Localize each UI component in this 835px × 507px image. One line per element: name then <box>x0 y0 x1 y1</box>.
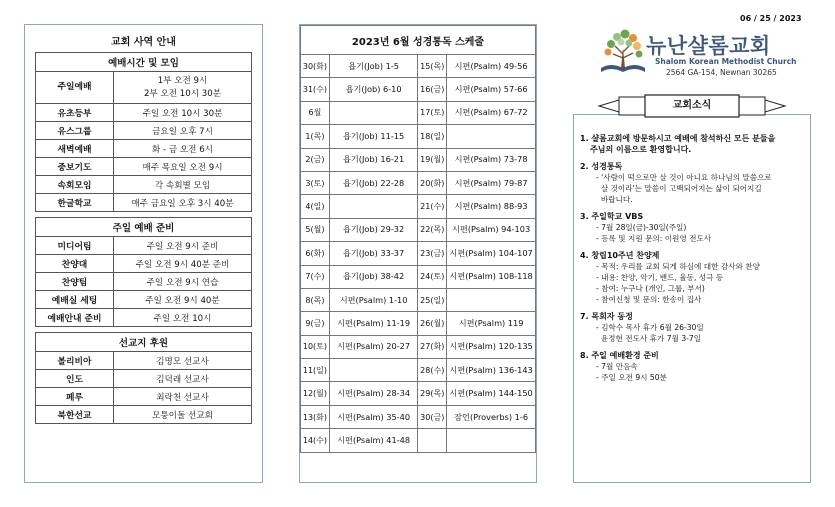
schedule-reading: 욥기(Job) 22-28 <box>329 171 417 194</box>
schedule-reading <box>329 101 417 124</box>
schedule-day: 15(목) <box>418 55 447 78</box>
row-value: 김덕래 선교사 <box>114 370 252 388</box>
church-name: 뉴난샬롬교회 <box>646 34 771 58</box>
schedule-day: 25(일) <box>418 288 447 311</box>
news-item <box>580 133 804 155</box>
table-row <box>36 176 252 194</box>
table-row <box>301 55 536 78</box>
schedule-day: 16(금) <box>418 78 447 101</box>
table-row <box>36 406 252 424</box>
news-item-heading: 4. 창립10주년 찬양제 <box>580 251 660 260</box>
schedule-reading: 시편(Psalm) 79-87 <box>447 171 536 194</box>
schedule-reading: 시편(Psalm) 108-118 <box>447 265 536 288</box>
worship-table <box>35 52 252 212</box>
table-row <box>36 255 252 273</box>
schedule-day: 6(화) <box>301 242 330 265</box>
schedule-day: 19(월) <box>418 148 447 171</box>
row-label: 찬양대 <box>36 255 114 273</box>
table-row <box>36 104 252 122</box>
news-item <box>580 311 804 344</box>
news-list <box>580 133 804 383</box>
table-row <box>36 291 252 309</box>
table-row <box>36 352 252 370</box>
news-item <box>580 250 804 305</box>
news-item-detail: - 등록 및 지원 문의: 이원영 전도사 <box>596 234 712 243</box>
schedule-reading <box>447 288 536 311</box>
row-label: 주일예배 <box>36 72 114 104</box>
schedule-day <box>418 429 447 452</box>
schedule-day: 8(목) <box>301 288 330 311</box>
schedule-reading <box>329 195 417 218</box>
table-row <box>36 273 252 291</box>
bible-reading-table <box>300 25 536 453</box>
schedule-reading: 시편(Psalm) 104-107 <box>447 242 536 265</box>
schedule-reading: 욥기(Job) 6-10 <box>329 78 417 101</box>
row-label: 예배실 세팅 <box>36 291 114 309</box>
row-value: 매주 금요일 오후 3시 40분 <box>114 194 252 212</box>
row-value: 주일 오전 9시 40분 <box>114 291 252 309</box>
mission-header: 선교지 후원 <box>36 333 252 352</box>
news-item-detail: - 주일 오전 9시 50분 <box>596 373 667 382</box>
row-label: 페루 <box>36 388 114 406</box>
news-item-detail: - 7월 만음속 <box>596 362 638 371</box>
news-item-heading: 1. 샬롬교회에 방문하시고 예배에 참석하신 모든 분들을 <box>580 134 776 143</box>
row-label: 북한선교 <box>36 406 114 424</box>
schedule-day: 9(금) <box>301 312 330 335</box>
schedule-reading: 시편(Psalm) 120-135 <box>447 335 536 358</box>
schedule-reading: 욥기(Job) 29-32 <box>329 218 417 241</box>
news-item <box>580 211 804 244</box>
table-row <box>301 335 536 358</box>
table-row <box>301 101 536 124</box>
schedule-reading: 시편(Psalm) 41-48 <box>329 429 417 452</box>
schedule-day: 3(토) <box>301 171 330 194</box>
schedule-reading: 시편(Psalm) 88-93 <box>447 195 536 218</box>
schedule-day: 18(일) <box>418 125 447 148</box>
schedule-reading: 시편(Psalm) 67-72 <box>447 101 536 124</box>
table-row <box>301 405 536 428</box>
news-item-detail: - 김학수 목사 휴가 6월 26-30일 <box>596 323 704 332</box>
row-value: 각 속회별 모임 <box>114 176 252 194</box>
schedule-reading: 시편(Psalm) 28-34 <box>329 382 417 405</box>
schedule-day: 2(금) <box>301 148 330 171</box>
schedule-day: 24(토) <box>418 265 447 288</box>
mission-table <box>35 332 252 424</box>
schedule-day: 4(일) <box>301 195 330 218</box>
news-item <box>580 161 804 205</box>
schedule-day: 20(화) <box>418 171 447 194</box>
table-row <box>301 148 536 171</box>
news-item-detail: - 7월 28일(금)-30일(주일) <box>596 223 687 232</box>
schedule-reading: 시편(Psalm) 94-103 <box>447 218 536 241</box>
table-row <box>301 382 536 405</box>
schedule-day: 28(수) <box>418 359 447 382</box>
row-value-line: 1부 오전 9시 <box>157 75 208 86</box>
bible-reading-panel <box>299 24 537 483</box>
schedule-reading: 욥기(Job) 16-21 <box>329 148 417 171</box>
schedule-reading: 시편(Psalm) 119 <box>447 312 536 335</box>
table-row <box>301 195 536 218</box>
schedule-day: 6월 <box>301 101 330 124</box>
schedule-day: 12(월) <box>301 382 330 405</box>
row-value: 금요일 오후 7시 <box>114 122 252 140</box>
news-title: 교회소식 <box>672 100 712 111</box>
ministry-info-title: 교회 사역 안내 <box>111 37 176 48</box>
schedule-reading: 시편(Psalm) 49-56 <box>447 55 536 78</box>
schedule-day: 21(수) <box>418 195 447 218</box>
schedule-day: 5(월) <box>301 218 330 241</box>
schedule-day: 27(화) <box>418 335 447 358</box>
church-english-name: Shalom Korean Methodist Church <box>655 57 797 66</box>
church-news-panel <box>573 114 811 483</box>
schedule-day: 23(금) <box>418 242 447 265</box>
row-label: 찬양팀 <box>36 273 114 291</box>
prep-table <box>35 217 252 327</box>
row-value: 모퉁이돌 선교회 <box>114 406 252 424</box>
table-row <box>36 388 252 406</box>
schedule-reading: 욥기(Job) 1-5 <box>329 55 417 78</box>
news-item-detail: - 내용: 찬양, 악기, 밴드, 율동, 성극 등 <box>596 273 724 282</box>
schedule-reading: 시편(Psalm) 144-150 <box>447 382 536 405</box>
table-row <box>301 171 536 194</box>
row-label: 볼리비아 <box>36 352 114 370</box>
news-item-heading: 7. 목회자 동정 <box>580 312 633 321</box>
table-row <box>301 429 536 452</box>
schedule-title: 2023년 6월 성경통독 스케줄 <box>301 26 536 55</box>
schedule-reading: 시편(Psalm) 1-10 <box>329 288 417 311</box>
schedule-reading: 시편(Psalm) 11-19 <box>329 312 417 335</box>
table-row <box>36 158 252 176</box>
table-row <box>36 370 252 388</box>
row-value: 주일 오전 10시 30분 <box>114 104 252 122</box>
row-value: 주일 오전 9시 준비 <box>114 237 252 255</box>
table-row <box>301 265 536 288</box>
schedule-reading: 욥기(Job) 33-37 <box>329 242 417 265</box>
news-item-heading-cont: 주님의 이름으로 환영합니다. <box>590 145 692 154</box>
schedule-day: 30(화) <box>301 55 330 78</box>
table-row <box>301 359 536 382</box>
row-label: 한글학교 <box>36 194 114 212</box>
bulletin-date: 06 / 25 / 2023 <box>740 14 802 23</box>
row-label: 속회모임 <box>36 176 114 194</box>
schedule-day: 30(금) <box>418 405 447 428</box>
row-label: 중보기도 <box>36 158 114 176</box>
schedule-reading: 시편(Psalm) 20-27 <box>329 335 417 358</box>
schedule-reading: 시편(Psalm) 73-78 <box>447 148 536 171</box>
news-item-detail: 살 것이라'는 말씀이 고백되어지는 삶이 되어지길 <box>596 184 762 193</box>
ministry-info-panel <box>24 24 263 483</box>
schedule-reading: 욥기(Job) 11-15 <box>329 125 417 148</box>
table-row <box>301 312 536 335</box>
news-item-heading: 8. 주일 예배환경 준비 <box>580 351 659 360</box>
schedule-reading <box>447 125 536 148</box>
table-row <box>301 125 536 148</box>
schedule-day: 10(토) <box>301 335 330 358</box>
table-row <box>301 288 536 311</box>
row-value <box>114 72 252 104</box>
row-label: 유초등부 <box>36 104 114 122</box>
worship-header: 예배시간 및 모임 <box>36 53 252 72</box>
table-row <box>36 72 252 104</box>
table-row <box>301 78 536 101</box>
row-label: 새벽예배 <box>36 140 114 158</box>
schedule-reading: 시편(Psalm) 35-40 <box>329 405 417 428</box>
table-row <box>301 242 536 265</box>
schedule-reading <box>447 429 536 452</box>
schedule-day: 13(화) <box>301 405 330 428</box>
news-item-heading: 2. 성경통독 <box>580 162 623 171</box>
news-item-detail: 바랍니다. <box>596 195 633 204</box>
table-row <box>36 194 252 212</box>
schedule-reading: 시편(Psalm) 57-66 <box>447 78 536 101</box>
row-value: 김명모 선교사 <box>114 352 252 370</box>
table-row <box>36 237 252 255</box>
row-label: 인도 <box>36 370 114 388</box>
schedule-day: 17(토) <box>418 101 447 124</box>
news-item-detail: - '사람이 떡으로만 살 것이 아니요 하나님의 말씀으로 <box>596 173 772 182</box>
news-item-detail: - 목적: 우리를 교회 되게 하심에 대한 감사와 찬양 <box>596 262 760 271</box>
schedule-reading: 시편(Psalm) 136-143 <box>447 359 536 382</box>
church-address: 2564 GA-154, Newnan 30265 <box>666 68 777 77</box>
schedule-day: 11(일) <box>301 359 330 382</box>
schedule-day: 29(목) <box>418 382 447 405</box>
row-label: 미디어팀 <box>36 237 114 255</box>
news-item-detail: - 참여신청 및 문의: 한송이 집사 <box>596 295 702 304</box>
table-row <box>36 122 252 140</box>
table-row <box>301 218 536 241</box>
schedule-day: 22(목) <box>418 218 447 241</box>
row-value: 주일 오전 9시 연습 <box>114 273 252 291</box>
schedule-day: 7(수) <box>301 265 330 288</box>
schedule-reading <box>329 359 417 382</box>
prep-header: 주일 예배 준비 <box>36 218 252 237</box>
schedule-reading: 잠언(Proverbs) 1-6 <box>447 405 536 428</box>
row-label: 예배안내 준비 <box>36 309 114 327</box>
schedule-day: 31(수) <box>301 78 330 101</box>
row-value: 주일 오전 10시 <box>114 309 252 327</box>
schedule-day: 26(월) <box>418 312 447 335</box>
table-row <box>36 309 252 327</box>
schedule-reading: 욥기(Job) 38-42 <box>329 265 417 288</box>
row-value: 최락천 선교사 <box>114 388 252 406</box>
row-value: 주일 오전 9시 40분 준비 <box>114 255 252 273</box>
news-item-heading: 3. 주일학교 VBS <box>580 212 644 221</box>
row-value: 매주 목요일 오전 9시 <box>114 158 252 176</box>
schedule-day: 14(수) <box>301 429 330 452</box>
table-row <box>36 140 252 158</box>
row-label: 유스그룹 <box>36 122 114 140</box>
row-value-line: 2부 오전 10시 30분 <box>143 88 222 99</box>
news-item-detail: 윤정현 전도사 휴가 7월 3-7일 <box>596 334 702 343</box>
schedule-day: 1(목) <box>301 125 330 148</box>
news-item-detail: - 참여: 누구나 (개인, 그룹, 부서) <box>596 284 705 293</box>
news-item <box>580 350 804 383</box>
row-value: 화 - 금 오전 6시 <box>114 140 252 158</box>
